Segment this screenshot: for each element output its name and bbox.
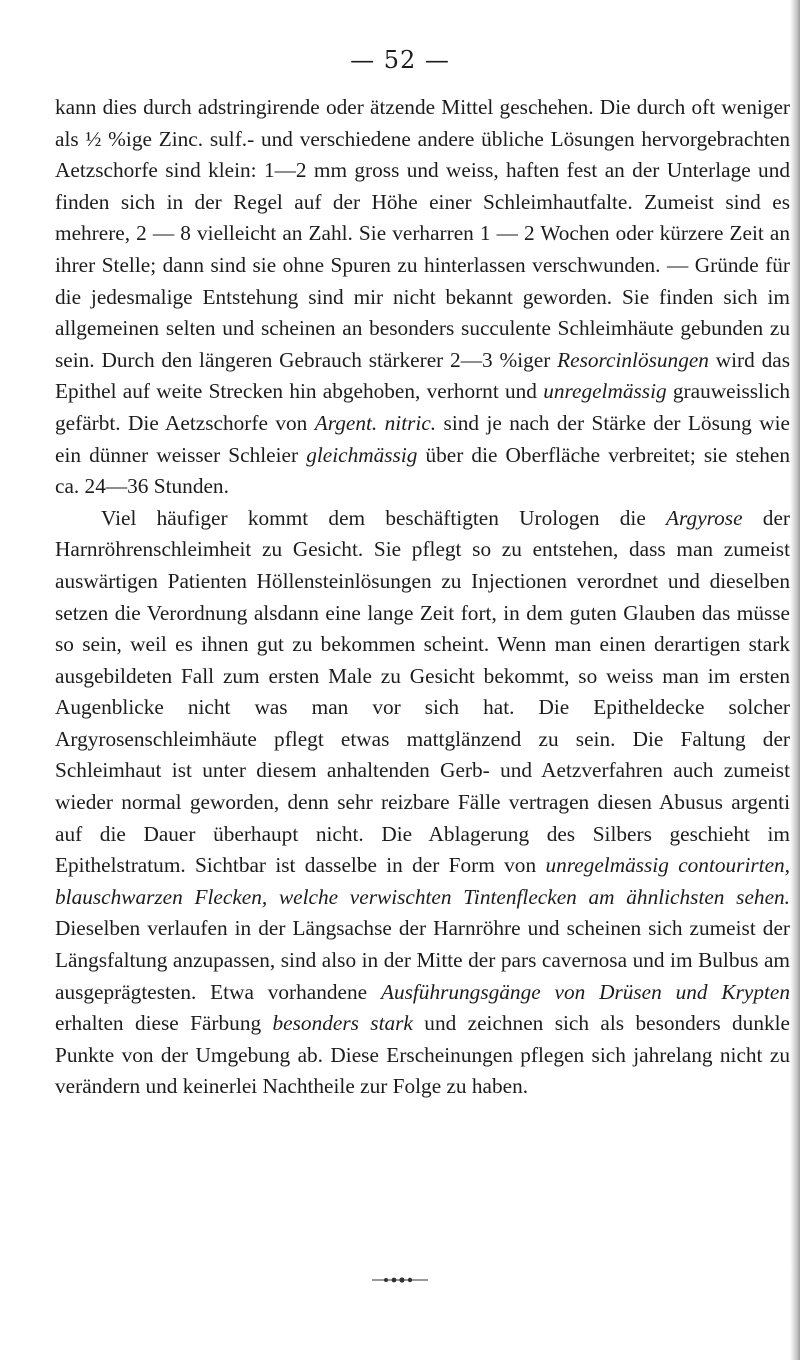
page-edge-shadow xyxy=(790,0,800,1360)
italic-phrase: Ausführungsgänge von Drüsen und Krypten xyxy=(380,979,790,1004)
text-run: über die Oberfläche verbreitet; sie stehen ca. 24—36 Stunden. xyxy=(55,442,790,499)
text-run: Viel häufiger kommt dem beschäftigten Urologen die xyxy=(101,505,667,530)
text-run: der Harnröhrenschleimheit zu Gesicht. Sie pflegt so zu entstehen, dass man zumeist auswärtigen Patienten Höllensteinlösungen zu Injectionen verordnet und dieselben setzen die Verordnung alsdann eine lange Zeit fort, in dem guten Glauben das müsse so sein, weil es ihnen gut zu bekommen scheint. Wenn man einen derartigen stark ausgebildeten Fall zum ersten Male zu Gesicht bekommt, so weiss man im ersten Augenblicke nicht was man vor sich hat. Die Epitheldecke solcher Argyrosenschleimhäute pflegt etwas mattglänzend zu sein. Die Faltung der Schleimhaut ist unter diesem anhaltenden Gerb- und Aetzverfahren auch zumeist wieder normal geworden, denn sehr reizbare Fälle vertragen diesen Abusus argenti auf die Dauer überhaupt nicht. Die Ablagerung des Silbers geschieht im Epithelstratum. Sichtbar ist dasselbe in der Form von xyxy=(55,505,790,878)
italic-phrase: unregelmässig xyxy=(543,379,667,404)
dot-dash-ornament-icon xyxy=(370,1275,430,1285)
text-run: Dieselben verlaufen in der Längsachse der Harnröhre und scheinen sich zumeist der Längsfaltung anzupassen, sind also in der Mitte der pars cavernosa und im Bulbus am ausgeprägtesten. Etwa vorhandene xyxy=(55,916,790,1004)
page-number: — 52 — xyxy=(350,46,450,74)
italic-phrase: Resorcinlösungen xyxy=(557,347,709,372)
paragraph-2 xyxy=(55,503,790,1103)
text-run: grauweisslich gefärbt. Die Aetzschorfe von xyxy=(55,379,790,435)
body-text xyxy=(55,92,790,1103)
text-run: erhalten diese Färbung xyxy=(55,1011,273,1036)
text-run: wird das Epithel auf weite Strecken hin abgehoben, verhornt und xyxy=(55,347,791,404)
italic-phrase: unregelmässig contourirten, blauschwarzen Flecken, welche verwischten Tintenflecken am ähnlichsten sehen. xyxy=(55,853,790,909)
text-run: und zeichnen sich als besonders dunkle Punkte von der Umgebung ab. Diese Erscheinungen pflegen sich jahrelang nicht zu verändern und keinerlei Nachtheile zur Folge zu haben. xyxy=(55,1011,790,1099)
italic-phrase: gleichmässig xyxy=(306,442,418,467)
paragraph-1 xyxy=(55,92,790,503)
text-run: sind je nach der Stärke der Lösung wie ein dünner weisser Schleier xyxy=(55,410,790,467)
italic-phrase: besonders stark xyxy=(272,1011,413,1036)
italic-phrase: Argent. nitric. xyxy=(314,410,437,435)
text-run: kann dies durch adstringirende oder ätzende Mittel geschehen. Die durch oft weniger als ½ %ige Zinc. sulf.- und verschiedene andere übliche Lösungen hervorgebrachten Aetzschorfe sind klein: 1—2 mm gross und weiss, haften fest an der Unterlage und finden sich in der Regel auf der Höhe einer Schleimhautfalte. Zumeist sind es mehrere, 2 — 8 vielleicht an Zahl. Sie verharren 1 — 2 Wochen oder kürzere Zeit an ihrer Stelle; dann sind sie ohne Spuren zu hinterlassen verschwunden. — Gründe für die jedesmalige Entstehung sind mir nicht bekannt geworden. Sie finden sich im allgemeinen selten und scheinen an besonders succulente Schleimhäute gebunden zu sein. Durch den längeren Gebrauch stärkerer 2—3 %iger xyxy=(55,95,790,372)
italic-phrase: Argyrose xyxy=(666,505,743,530)
